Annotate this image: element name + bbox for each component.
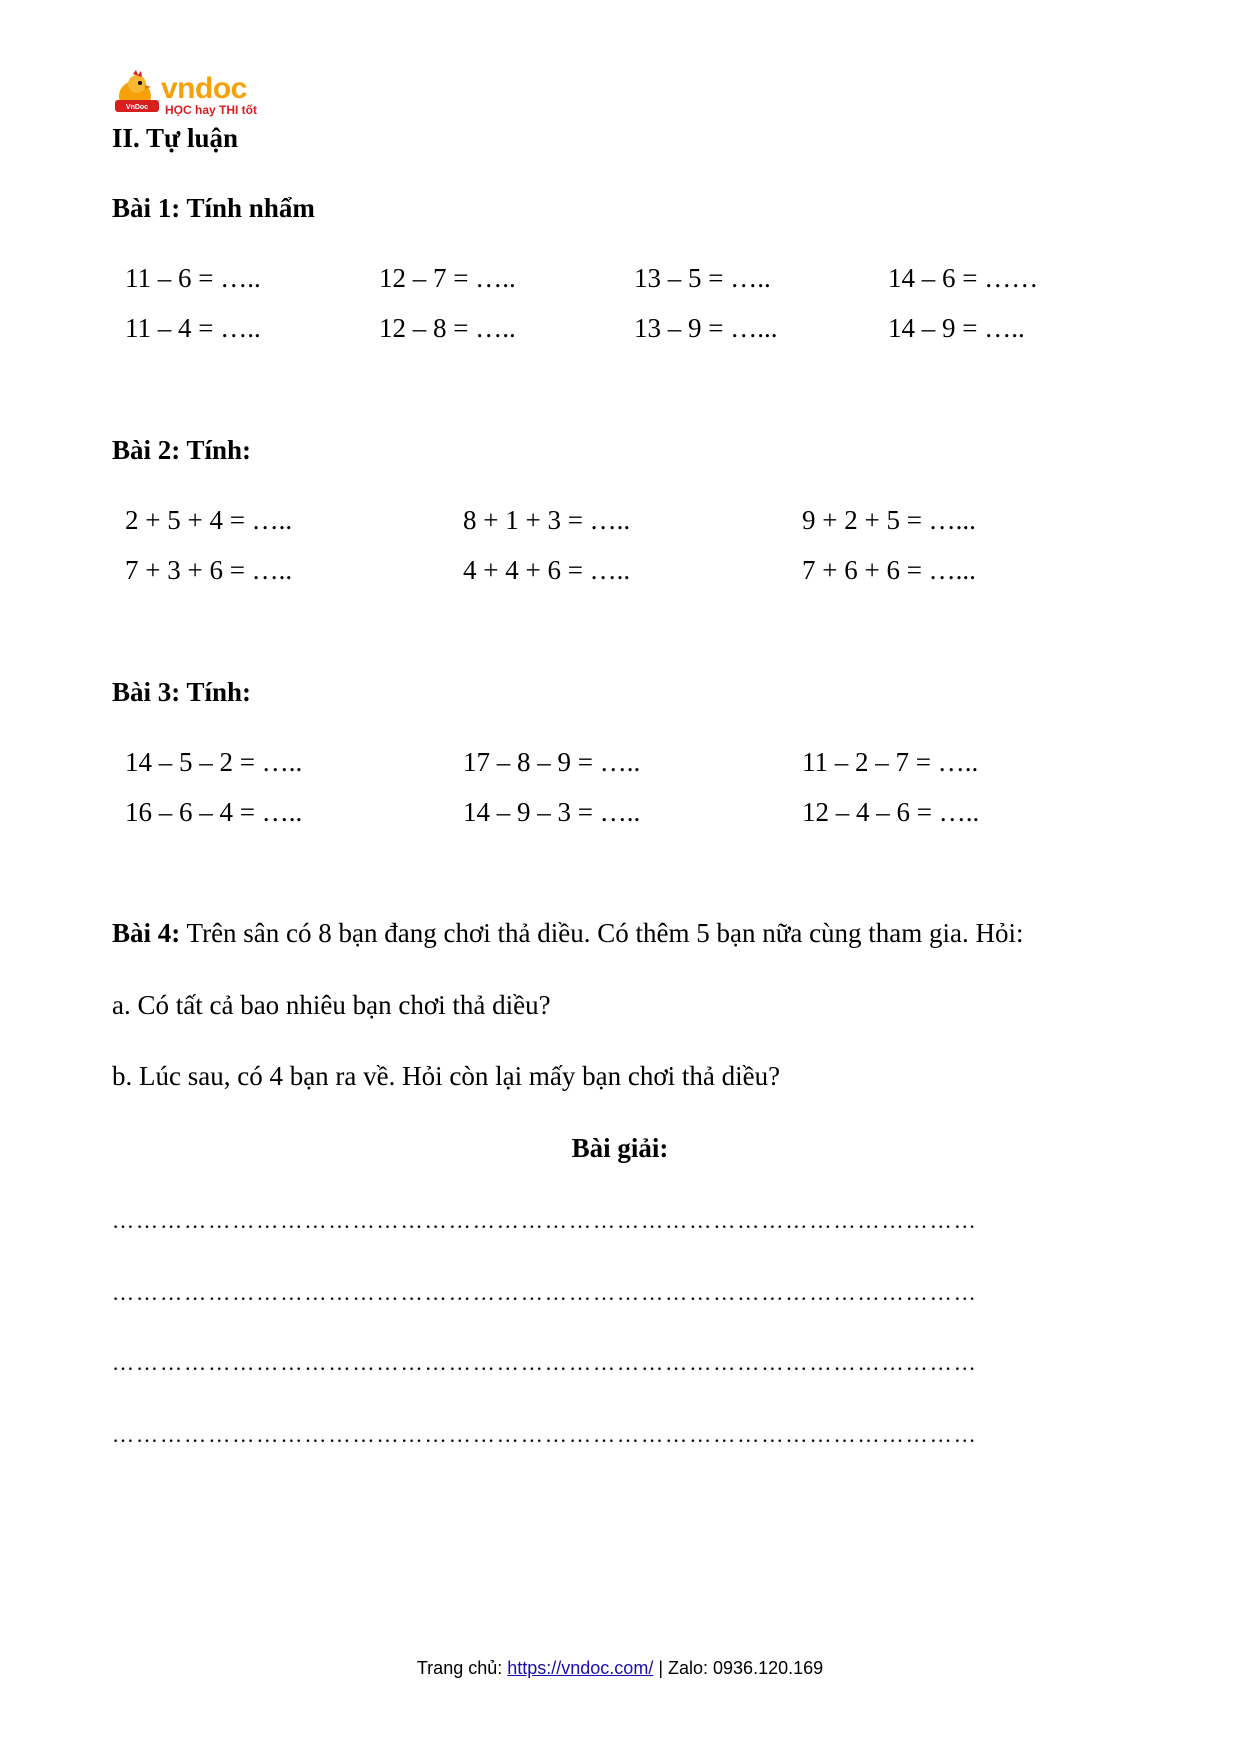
section-title: II. Tự luận bbox=[112, 123, 239, 153]
bai3-expr: 14 – 9 – 3 = ….. bbox=[463, 797, 641, 827]
bai2-expr: 9 + 2 + 5 = …... bbox=[802, 505, 976, 535]
bai2-expr: 4 + 4 + 6 = ….. bbox=[463, 555, 631, 585]
bai4-part-a: a. Có tất cả bao nhiêu bạn chơi thả diều? bbox=[112, 990, 551, 1020]
bai3-expr: 16 – 6 – 4 = ….. bbox=[125, 797, 303, 827]
bai1-expr: 11 – 6 = ….. bbox=[125, 263, 261, 293]
bai1-title: Bài 1: Tính nhẩm bbox=[112, 193, 315, 223]
bai3-expr: 14 – 5 – 2 = ….. bbox=[125, 747, 303, 777]
footer-prefix: Trang chủ: bbox=[416, 1658, 508, 1678]
bai1-expr: 13 – 5 = ….. bbox=[634, 263, 771, 293]
bai2-expr: 7 + 6 + 6 = …... bbox=[802, 555, 976, 585]
bai3-expr: 12 – 4 – 6 = ….. bbox=[802, 797, 980, 827]
answer-line[interactable]: ……………………………………………………………………………………………… bbox=[112, 1280, 978, 1305]
chicken-mascot-icon bbox=[113, 70, 163, 120]
bai1-expr: 14 – 6 = …… bbox=[888, 263, 1039, 293]
footer-suffix: | Zalo: 0936.120.169 bbox=[653, 1658, 824, 1678]
vndoc-logo[interactable] bbox=[113, 70, 273, 120]
answer-line[interactable]: ……………………………………………………………………………………………… bbox=[112, 1208, 978, 1233]
page-footer bbox=[0, 1658, 1240, 1679]
bai1-expr: 12 – 8 = ….. bbox=[379, 313, 516, 343]
bai4-part-b: b. Lúc sau, có 4 bạn ra về. Hỏi còn lại mấy bạn chơi thả diều? bbox=[112, 1061, 781, 1091]
bai1-expr: 11 – 4 = ….. bbox=[125, 313, 261, 343]
bai2-title: Bài 2: Tính: bbox=[112, 435, 252, 465]
answer-line[interactable]: ……………………………………………………………………………………………… bbox=[112, 1350, 978, 1375]
bai1-expr: 13 – 9 = …... bbox=[634, 313, 778, 343]
bai3-expr: 17 – 8 – 9 = ….. bbox=[463, 747, 641, 777]
logo-brand-text: vndoc bbox=[161, 72, 247, 105]
bai3-title: Bài 3: Tính: bbox=[112, 677, 252, 707]
footer-home-link[interactable]: https://vndoc.com/ bbox=[507, 1658, 654, 1678]
bai2-expr: 2 + 5 + 4 = ….. bbox=[125, 505, 293, 535]
bai2-expr: 7 + 3 + 6 = ….. bbox=[125, 555, 293, 585]
bai4-question bbox=[112, 918, 1024, 949]
bai2-expr: 8 + 1 + 3 = ….. bbox=[463, 505, 631, 535]
logo-slogan: HỌC hay THI tốt bbox=[165, 103, 257, 117]
bai1-expr: 14 – 9 = ….. bbox=[888, 313, 1025, 343]
logo-badge-text: VnDoc bbox=[125, 104, 149, 111]
solution-title: Bài giải: bbox=[571, 1133, 669, 1163]
bai3-expr: 11 – 2 – 7 = ….. bbox=[802, 747, 979, 777]
bai4-label: Bài 4: bbox=[112, 918, 181, 948]
bai4-text: Trên sân có 8 bạn đang chơi thả diều. Có thêm 5 bạn nữa cùng tham gia. Hỏi: bbox=[180, 918, 1024, 948]
answer-line[interactable]: ……………………………………………………………………………………………… bbox=[112, 1422, 978, 1447]
bai1-expr: 12 – 7 = ….. bbox=[379, 263, 516, 293]
